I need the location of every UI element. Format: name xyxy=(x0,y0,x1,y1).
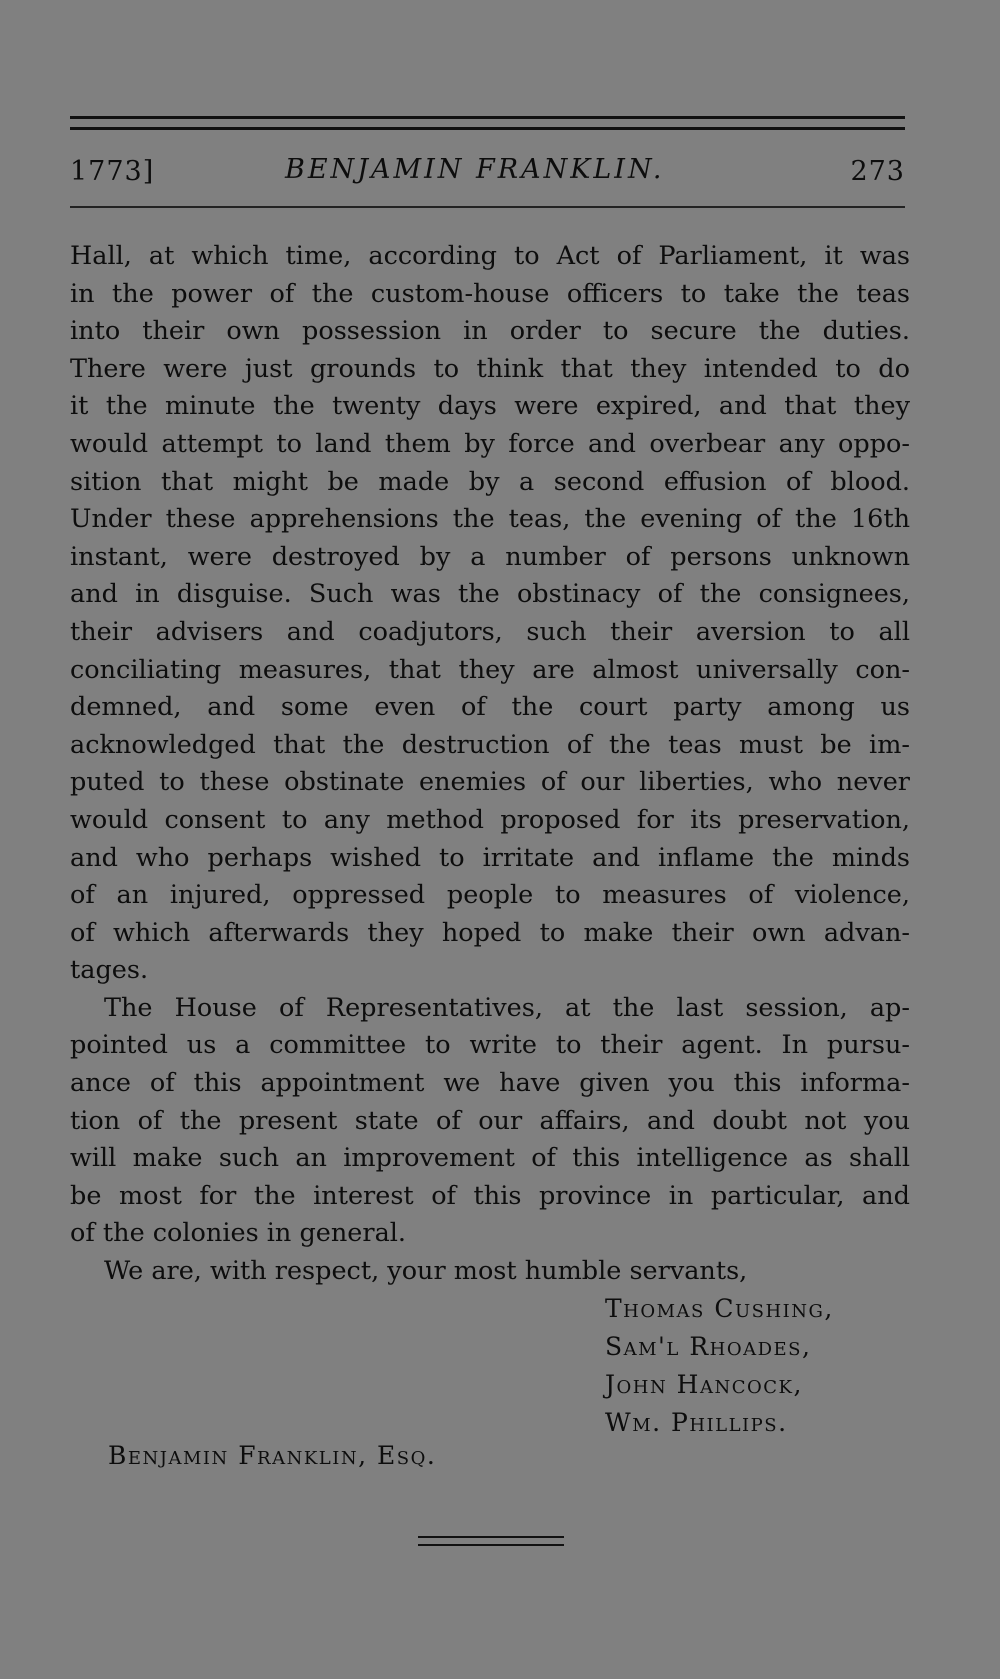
text-line: sition that might be made by a second effusion of blood. xyxy=(70,466,910,497)
text-line: tion of the present state of our affairs, and doubt not you xyxy=(70,1105,910,1136)
text-line: conciliating measures, that they are almost universally con- xyxy=(70,654,910,685)
addressee: Benjamin Franklin, Esq. xyxy=(108,1441,437,1470)
end-double-rule xyxy=(418,1536,564,1546)
text-line: The House of Representatives, at the last session, ap- xyxy=(104,992,910,1023)
text-line: acknowledged that the destruction of the teas must be im- xyxy=(70,729,910,760)
signature-name: John Hancock, xyxy=(605,1370,803,1399)
running-head-year: 1773] xyxy=(70,156,155,187)
body-text xyxy=(70,238,910,1291)
text-line: of which afterwards they hoped to make their own advan- xyxy=(70,917,910,948)
closing-line: We are, with respect, your most humble servants, xyxy=(104,1256,748,1287)
text-line: instant, were destroyed by a number of persons unknown xyxy=(70,541,910,572)
page-number: 273 xyxy=(850,156,905,187)
text-line: of an injured, oppressed people to measures of violence, xyxy=(70,880,910,911)
text-line: tages. xyxy=(70,955,149,986)
text-line: ance of this appointment we have given you this informa- xyxy=(70,1068,910,1099)
signature-block xyxy=(605,1290,834,1442)
signature-name: Sam'l Rhoades, xyxy=(605,1332,812,1361)
text-line: Hall, at which time, according to Act of Parliament, it was xyxy=(70,241,910,271)
running-head xyxy=(70,152,905,192)
text-line: will make such an improvement of this intelligence as shall xyxy=(70,1143,910,1174)
header-rule xyxy=(70,206,905,208)
text-line: There were just grounds to think that they intended to do xyxy=(70,353,910,384)
text-line: would attempt to land them by force and overbear any oppo- xyxy=(70,428,910,459)
text-line: of the colonies in general. xyxy=(70,1218,407,1249)
text-line: be most for the interest of this province in particular, and xyxy=(70,1180,910,1211)
signature-name: Wm. Phillips. xyxy=(605,1408,788,1437)
running-head-title: BENJAMIN FRANKLIN. xyxy=(285,154,665,185)
text-line: Under these apprehensions the teas, the evening of the 16th xyxy=(70,504,910,535)
signature-name: Thomas Cushing, xyxy=(605,1294,834,1323)
text-line: their advisers and coadjutors, such their aversion to all xyxy=(70,616,910,647)
text-line: into their own possession in order to secure the duties. xyxy=(70,316,910,347)
text-line: and in disguise. Such was the obstinacy of the consignees, xyxy=(70,579,910,610)
text-line: pointed us a committee to write to their agent. In pursu- xyxy=(70,1030,910,1061)
text-line: would consent to any method proposed for its preservation, xyxy=(70,804,910,835)
text-line: in the power of the custom-house officers to take the teas xyxy=(70,278,910,309)
text-line: it the minute the twenty days were expired, and that they xyxy=(70,391,910,422)
top-double-rule xyxy=(70,116,905,130)
text-line: puted to these obstinate enemies of our liberties, who never xyxy=(70,767,910,798)
text-line: and who perhaps wished to irritate and inflame the minds xyxy=(70,842,910,873)
text-line: demned, and some even of the court party among us xyxy=(70,692,910,723)
